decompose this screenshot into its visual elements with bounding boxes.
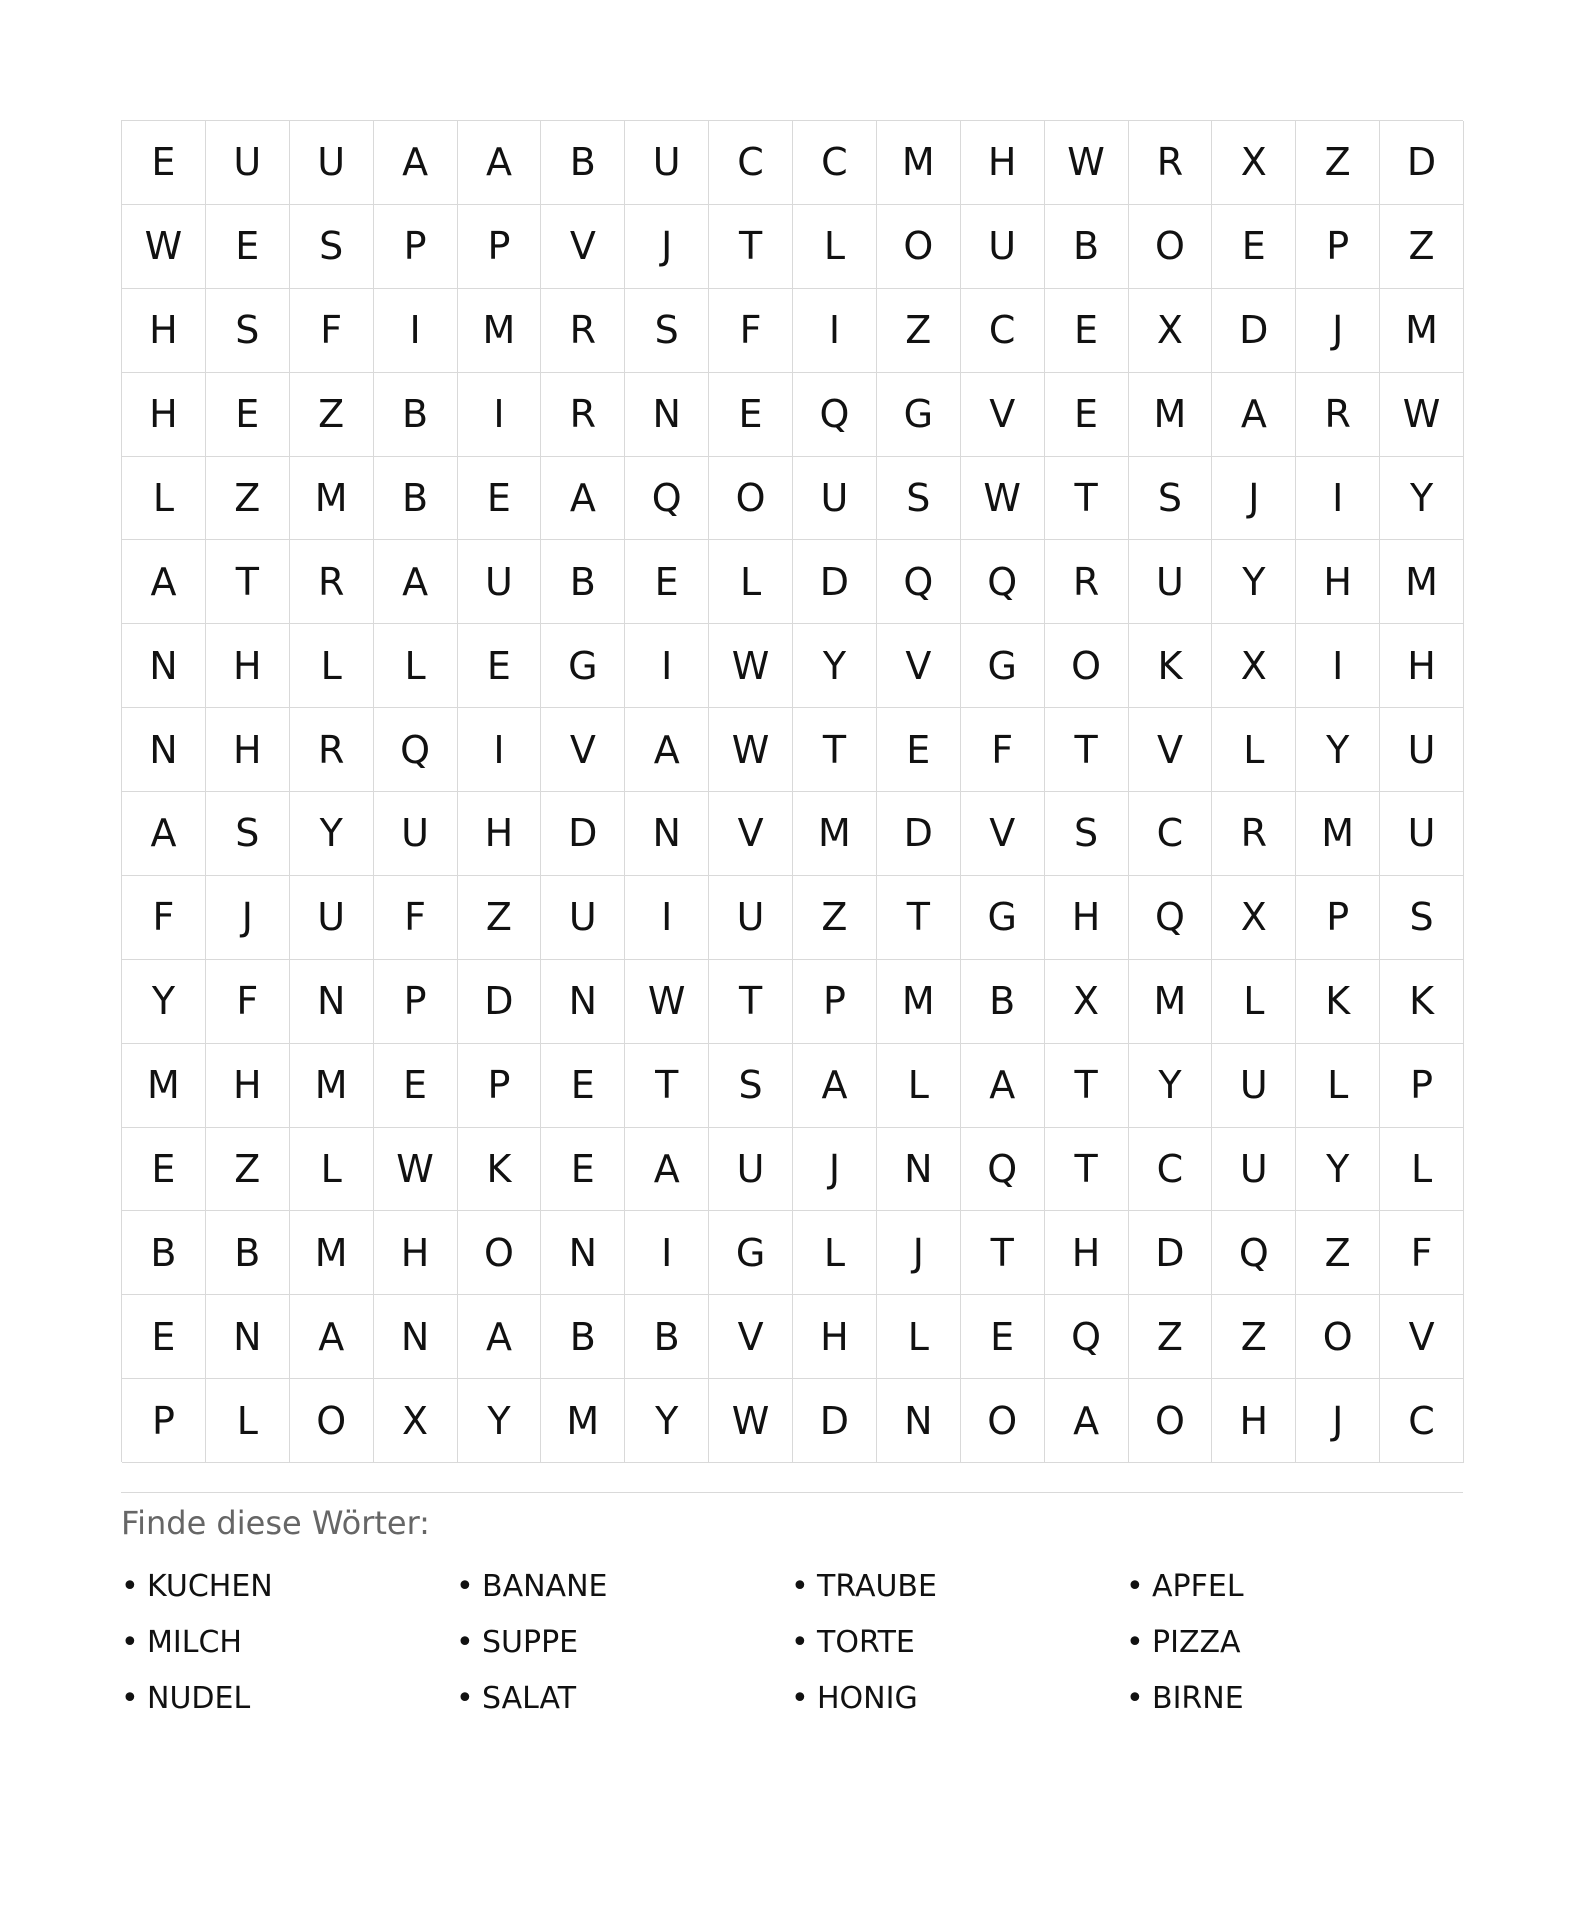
- grid-cell[interactable]: Z: [290, 373, 374, 457]
- grid-cell[interactable]: L: [290, 1128, 374, 1212]
- word-label: TORTE: [817, 1625, 915, 1660]
- grid-cell[interactable]: E: [206, 205, 290, 289]
- grid-cell[interactable]: V: [1129, 708, 1213, 792]
- grid-cell[interactable]: P: [1296, 205, 1380, 289]
- grid-cell[interactable]: Y: [1212, 540, 1296, 624]
- grid-cell[interactable]: S: [1129, 457, 1213, 541]
- grid-cell[interactable]: Z: [458, 876, 542, 960]
- grid-cell[interactable]: E: [122, 1128, 206, 1212]
- grid-cell[interactable]: K: [1296, 960, 1380, 1044]
- grid-cell[interactable]: G: [961, 876, 1045, 960]
- grid-cell[interactable]: L: [290, 624, 374, 708]
- grid-cell[interactable]: A: [1212, 373, 1296, 457]
- grid-cell[interactable]: V: [541, 708, 625, 792]
- grid-cell[interactable]: O: [961, 1379, 1045, 1463]
- instructions-label: Finde diese Wörter:: [121, 1504, 430, 1542]
- grid-cell[interactable]: N: [625, 373, 709, 457]
- grid-cell[interactable]: H: [1045, 876, 1129, 960]
- grid-cell[interactable]: A: [793, 1044, 877, 1128]
- grid-cell[interactable]: Z: [1212, 1295, 1296, 1379]
- grid-cell[interactable]: C: [709, 121, 793, 205]
- grid-cell[interactable]: Y: [122, 960, 206, 1044]
- grid-cell[interactable]: E: [541, 1128, 625, 1212]
- letter-grid: [121, 120, 1463, 1462]
- grid-cell[interactable]: N: [290, 960, 374, 1044]
- grid-cell[interactable]: O: [458, 1211, 542, 1295]
- grid-cell[interactable]: L: [1380, 1128, 1464, 1212]
- grid-cell[interactable]: A: [122, 792, 206, 876]
- grid-cell[interactable]: P: [1296, 876, 1380, 960]
- grid-cell[interactable]: H: [458, 792, 542, 876]
- grid-cell[interactable]: I: [374, 289, 458, 373]
- grid-cell[interactable]: Q: [374, 708, 458, 792]
- grid-cell[interactable]: N: [122, 708, 206, 792]
- grid-cell[interactable]: E: [458, 624, 542, 708]
- grid-cell[interactable]: R: [290, 708, 374, 792]
- grid-cell[interactable]: V: [709, 792, 793, 876]
- grid-cell[interactable]: X: [1212, 121, 1296, 205]
- grid-cell[interactable]: B: [541, 1295, 625, 1379]
- grid-cell[interactable]: A: [458, 121, 542, 205]
- grid-cell[interactable]: U: [709, 876, 793, 960]
- word-label: BANANE: [482, 1569, 608, 1604]
- word-search-puzzle: [121, 120, 1463, 1727]
- grid-cell[interactable]: U: [1380, 792, 1464, 876]
- grid-cell[interactable]: E: [122, 121, 206, 205]
- word-label: BIRNE: [1152, 1681, 1244, 1716]
- grid-cell[interactable]: C: [1129, 792, 1213, 876]
- grid-cell[interactable]: A: [625, 1128, 709, 1212]
- word-label: SALAT: [482, 1681, 577, 1716]
- grid-cell[interactable]: B: [541, 121, 625, 205]
- word-list-item: [121, 1559, 456, 1615]
- grid-cell[interactable]: Z: [206, 1128, 290, 1212]
- grid-cell[interactable]: V: [709, 1295, 793, 1379]
- grid-cell[interactable]: I: [1296, 624, 1380, 708]
- grid-cell[interactable]: F: [206, 960, 290, 1044]
- grid-cell[interactable]: S: [709, 1044, 793, 1128]
- grid-cell[interactable]: E: [541, 1044, 625, 1128]
- grid-cell[interactable]: Z: [1129, 1295, 1213, 1379]
- bullet-icon: •: [1126, 1681, 1144, 1716]
- grid-cell[interactable]: X: [1045, 960, 1129, 1044]
- grid-cell[interactable]: N: [122, 624, 206, 708]
- grid-cell[interactable]: Y: [793, 624, 877, 708]
- grid-cell[interactable]: L: [206, 1379, 290, 1463]
- grid-cell[interactable]: T: [961, 1211, 1045, 1295]
- word-label: APFEL: [1152, 1569, 1244, 1604]
- word-label: TRAUBE: [817, 1569, 937, 1604]
- grid-cell[interactable]: L: [877, 1044, 961, 1128]
- grid-cell[interactable]: Z: [1296, 121, 1380, 205]
- grid-cell[interactable]: X: [374, 1379, 458, 1463]
- grid-cell[interactable]: R: [541, 373, 625, 457]
- grid-cell[interactable]: B: [1045, 205, 1129, 289]
- grid-cell[interactable]: X: [1212, 876, 1296, 960]
- grid-cell[interactable]: I: [625, 624, 709, 708]
- grid-cell[interactable]: J: [206, 876, 290, 960]
- grid-cell[interactable]: N: [541, 960, 625, 1044]
- grid-cell[interactable]: N: [625, 792, 709, 876]
- word-list-item: [1126, 1559, 1461, 1615]
- bullet-icon: •: [456, 1625, 474, 1660]
- grid-cell[interactable]: I: [458, 708, 542, 792]
- grid-cell[interactable]: F: [374, 876, 458, 960]
- grid-cell[interactable]: T: [206, 540, 290, 624]
- grid-cell[interactable]: A: [961, 1044, 1045, 1128]
- grid-cell[interactable]: V: [961, 373, 1045, 457]
- grid-cell[interactable]: H: [1045, 1211, 1129, 1295]
- word-list-item: [1126, 1671, 1461, 1727]
- grid-cell[interactable]: W: [709, 624, 793, 708]
- grid-cell[interactable]: U: [1212, 1128, 1296, 1212]
- grid-cell[interactable]: J: [1296, 1379, 1380, 1463]
- grid-cell[interactable]: T: [625, 1044, 709, 1128]
- grid-cell[interactable]: U: [1129, 540, 1213, 624]
- word-label: PIZZA: [1152, 1625, 1241, 1660]
- grid-cell[interactable]: G: [877, 373, 961, 457]
- grid-cell[interactable]: Q: [1045, 1295, 1129, 1379]
- grid-cell[interactable]: B: [374, 373, 458, 457]
- word-label: NUDEL: [147, 1681, 251, 1716]
- grid-cell[interactable]: E: [122, 1295, 206, 1379]
- grid-cell[interactable]: T: [1045, 708, 1129, 792]
- grid-cell[interactable]: V: [877, 624, 961, 708]
- grid-cell[interactable]: E: [709, 373, 793, 457]
- grid-cell[interactable]: O: [1129, 1379, 1213, 1463]
- grid-cell[interactable]: O: [877, 205, 961, 289]
- grid-cell[interactable]: D: [793, 1379, 877, 1463]
- grid-cell[interactable]: O: [1129, 205, 1213, 289]
- grid-cell[interactable]: H: [961, 121, 1045, 205]
- grid-cell[interactable]: M: [1380, 289, 1464, 373]
- grid-cell[interactable]: Z: [877, 289, 961, 373]
- grid-cell[interactable]: U: [374, 792, 458, 876]
- grid-cell[interactable]: Y: [458, 1379, 542, 1463]
- grid-cell[interactable]: N: [877, 1379, 961, 1463]
- grid-cell[interactable]: C: [1129, 1128, 1213, 1212]
- grid-cell[interactable]: M: [122, 1044, 206, 1128]
- bullet-icon: •: [791, 1569, 809, 1604]
- grid-cell[interactable]: A: [290, 1295, 374, 1379]
- grid-cell[interactable]: J: [625, 205, 709, 289]
- grid-cell[interactable]: U: [625, 121, 709, 205]
- bullet-icon: •: [1126, 1569, 1144, 1604]
- grid-cell[interactable]: H: [374, 1211, 458, 1295]
- grid-cell[interactable]: S: [1380, 876, 1464, 960]
- grid-cell[interactable]: E: [374, 1044, 458, 1128]
- grid-cell[interactable]: Q: [625, 457, 709, 541]
- grid-cell[interactable]: Y: [1296, 1128, 1380, 1212]
- grid-cell[interactable]: E: [961, 1295, 1045, 1379]
- grid-cell[interactable]: X: [1129, 289, 1213, 373]
- grid-cell[interactable]: M: [290, 1044, 374, 1128]
- grid-cell[interactable]: L: [1212, 960, 1296, 1044]
- bullet-icon: •: [791, 1681, 809, 1716]
- grid-cell[interactable]: B: [625, 1295, 709, 1379]
- word-list-item: [791, 1615, 1126, 1671]
- grid-cell[interactable]: M: [1380, 540, 1464, 624]
- grid-cell[interactable]: A: [625, 708, 709, 792]
- grid-cell[interactable]: B: [541, 540, 625, 624]
- grid-cell[interactable]: I: [625, 1211, 709, 1295]
- grid-cell[interactable]: M: [1129, 373, 1213, 457]
- grid-cell[interactable]: L: [374, 624, 458, 708]
- grid-cell[interactable]: O: [1045, 624, 1129, 708]
- grid-cell[interactable]: S: [625, 289, 709, 373]
- grid-cell[interactable]: M: [290, 457, 374, 541]
- grid-cell[interactable]: Z: [793, 876, 877, 960]
- grid-cell[interactable]: N: [541, 1211, 625, 1295]
- grid-cell[interactable]: U: [541, 876, 625, 960]
- grid-cell[interactable]: T: [709, 960, 793, 1044]
- grid-cell[interactable]: L: [1212, 708, 1296, 792]
- grid-cell[interactable]: C: [1380, 1379, 1464, 1463]
- grid-cell[interactable]: Y: [625, 1379, 709, 1463]
- grid-cell[interactable]: F: [709, 289, 793, 373]
- grid-cell[interactable]: Y: [1129, 1044, 1213, 1128]
- word-label: KUCHEN: [147, 1569, 273, 1604]
- grid-cell[interactable]: Q: [1212, 1211, 1296, 1295]
- grid-cell[interactable]: L: [877, 1295, 961, 1379]
- grid-cell[interactable]: T: [1045, 457, 1129, 541]
- grid-cell[interactable]: Q: [793, 373, 877, 457]
- grid-cell[interactable]: H: [206, 708, 290, 792]
- grid-cell[interactable]: S: [206, 792, 290, 876]
- grid-cell[interactable]: T: [1045, 1044, 1129, 1128]
- grid-cell[interactable]: J: [1296, 289, 1380, 373]
- grid-cell[interactable]: B: [122, 1211, 206, 1295]
- grid-cell[interactable]: P: [1380, 1044, 1464, 1128]
- grid-cell[interactable]: Y: [290, 792, 374, 876]
- grid-cell[interactable]: D: [1212, 289, 1296, 373]
- word-list-item: [121, 1615, 456, 1671]
- grid-cell[interactable]: R: [290, 540, 374, 624]
- grid-cell[interactable]: E: [1045, 373, 1129, 457]
- grid-cell[interactable]: V: [961, 792, 1045, 876]
- grid-cell[interactable]: L: [793, 1211, 877, 1295]
- word-label: HONIG: [817, 1681, 918, 1716]
- grid-cell[interactable]: S: [1045, 792, 1129, 876]
- grid-cell[interactable]: U: [206, 121, 290, 205]
- grid-cell[interactable]: E: [1212, 205, 1296, 289]
- grid-cell[interactable]: C: [961, 289, 1045, 373]
- grid-cell[interactable]: M: [290, 1211, 374, 1295]
- grid-cell[interactable]: S: [290, 205, 374, 289]
- grid-cell[interactable]: V: [541, 205, 625, 289]
- grid-cell[interactable]: H: [1212, 1379, 1296, 1463]
- grid-cell[interactable]: B: [206, 1211, 290, 1295]
- word-list-item: [456, 1615, 791, 1671]
- grid-cell[interactable]: W: [961, 457, 1045, 541]
- grid-cell[interactable]: U: [1212, 1044, 1296, 1128]
- grid-cell[interactable]: N: [374, 1295, 458, 1379]
- grid-cell[interactable]: B: [374, 457, 458, 541]
- grid-cell[interactable]: S: [206, 289, 290, 373]
- grid-cell[interactable]: L: [1296, 1044, 1380, 1128]
- grid-cell[interactable]: W: [709, 1379, 793, 1463]
- grid-cell[interactable]: I: [793, 289, 877, 373]
- grid-cell[interactable]: M: [458, 289, 542, 373]
- bullet-icon: •: [456, 1569, 474, 1604]
- word-label: MILCH: [147, 1625, 242, 1660]
- grid-cell[interactable]: M: [793, 792, 877, 876]
- grid-cell[interactable]: M: [877, 121, 961, 205]
- grid-cell[interactable]: W: [625, 960, 709, 1044]
- grid-cell[interactable]: E: [877, 708, 961, 792]
- grid-cell[interactable]: A: [541, 457, 625, 541]
- word-list-item: [121, 1671, 456, 1727]
- bullet-icon: •: [121, 1681, 139, 1716]
- grid-cell[interactable]: P: [122, 1379, 206, 1463]
- grid-cell[interactable]: G: [961, 624, 1045, 708]
- bullet-icon: •: [456, 1681, 474, 1716]
- bullet-icon: •: [121, 1625, 139, 1660]
- grid-cell[interactable]: D: [541, 792, 625, 876]
- grid-cell[interactable]: P: [374, 960, 458, 1044]
- grid-cell[interactable]: O: [709, 457, 793, 541]
- grid-cell[interactable]: I: [625, 876, 709, 960]
- word-list-item: [791, 1671, 1126, 1727]
- grid-cell[interactable]: K: [1129, 624, 1213, 708]
- grid-cell[interactable]: P: [458, 1044, 542, 1128]
- grid-cell[interactable]: U: [290, 876, 374, 960]
- grid-cell[interactable]: H: [793, 1295, 877, 1379]
- grid-cell[interactable]: A: [122, 540, 206, 624]
- grid-cell[interactable]: K: [458, 1128, 542, 1212]
- grid-cell[interactable]: H: [1296, 540, 1380, 624]
- grid-cell[interactable]: Q: [877, 540, 961, 624]
- word-list: [121, 1559, 1463, 1727]
- grid-cell[interactable]: L: [122, 457, 206, 541]
- grid-cell[interactable]: U: [290, 121, 374, 205]
- word-list-item: [456, 1559, 791, 1615]
- grid-cell[interactable]: M: [877, 960, 961, 1044]
- grid-cell[interactable]: U: [709, 1128, 793, 1212]
- grid-cell[interactable]: T: [793, 708, 877, 792]
- grid-cell[interactable]: Z: [206, 457, 290, 541]
- grid-cell[interactable]: O: [290, 1379, 374, 1463]
- grid-cell[interactable]: L: [793, 205, 877, 289]
- grid-cell[interactable]: D: [877, 792, 961, 876]
- grid-cell[interactable]: R: [1045, 540, 1129, 624]
- grid-cell[interactable]: S: [877, 457, 961, 541]
- grid-cell[interactable]: D: [1380, 121, 1464, 205]
- grid-cell[interactable]: H: [122, 373, 206, 457]
- grid-cell[interactable]: V: [1380, 1295, 1464, 1379]
- grid-cell[interactable]: D: [793, 540, 877, 624]
- bullet-icon: •: [121, 1569, 139, 1604]
- grid-cell[interactable]: N: [206, 1295, 290, 1379]
- grid-cell[interactable]: G: [541, 624, 625, 708]
- grid-cell[interactable]: R: [1296, 373, 1380, 457]
- grid-cell[interactable]: Z: [1296, 1211, 1380, 1295]
- word-list-item: [791, 1559, 1126, 1615]
- grid-cell[interactable]: H: [206, 1044, 290, 1128]
- grid-cell[interactable]: M: [541, 1379, 625, 1463]
- grid-cell[interactable]: E: [458, 457, 542, 541]
- grid-cell[interactable]: B: [961, 960, 1045, 1044]
- grid-cell[interactable]: D: [1129, 1211, 1213, 1295]
- grid-cell[interactable]: E: [206, 373, 290, 457]
- bullet-icon: •: [1126, 1625, 1144, 1660]
- grid-cell[interactable]: T: [877, 876, 961, 960]
- grid-cell[interactable]: M: [1129, 960, 1213, 1044]
- grid-cell[interactable]: X: [1212, 624, 1296, 708]
- grid-cell[interactable]: P: [793, 960, 877, 1044]
- divider: [121, 1492, 1463, 1493]
- grid-cell[interactable]: P: [374, 205, 458, 289]
- grid-cell[interactable]: C: [793, 121, 877, 205]
- grid-cell[interactable]: W: [709, 708, 793, 792]
- grid-cell[interactable]: R: [541, 289, 625, 373]
- grid-cell[interactable]: N: [877, 1128, 961, 1212]
- grid-cell[interactable]: R: [1129, 121, 1213, 205]
- word-list-item: [1126, 1615, 1461, 1671]
- grid-cell[interactable]: A: [1045, 1379, 1129, 1463]
- word-list-item: [456, 1671, 791, 1727]
- grid-cell[interactable]: F: [961, 708, 1045, 792]
- grid-cell[interactable]: U: [793, 457, 877, 541]
- grid-cell[interactable]: U: [961, 205, 1045, 289]
- grid-cell[interactable]: A: [374, 121, 458, 205]
- grid-cell[interactable]: F: [1380, 1211, 1464, 1295]
- grid-cell[interactable]: A: [374, 540, 458, 624]
- grid-cell[interactable]: Y: [1296, 708, 1380, 792]
- grid-cell[interactable]: K: [1380, 960, 1464, 1044]
- grid-cell[interactable]: U: [458, 540, 542, 624]
- grid-cell[interactable]: H: [122, 289, 206, 373]
- grid-cell[interactable]: Y: [1380, 457, 1464, 541]
- grid-cell[interactable]: I: [458, 373, 542, 457]
- grid-cell[interactable]: R: [1212, 792, 1296, 876]
- grid-cell[interactable]: F: [122, 876, 206, 960]
- grid-cell[interactable]: Q: [961, 1128, 1045, 1212]
- grid-cell[interactable]: J: [793, 1128, 877, 1212]
- grid-cell[interactable]: G: [709, 1211, 793, 1295]
- grid-cell[interactable]: Q: [1129, 876, 1213, 960]
- grid-cell[interactable]: W: [1380, 373, 1464, 457]
- word-label: SUPPE: [482, 1625, 579, 1660]
- grid-cell[interactable]: D: [458, 960, 542, 1044]
- grid-cell[interactable]: Z: [1380, 205, 1464, 289]
- grid-cell[interactable]: H: [206, 624, 290, 708]
- grid-cell[interactable]: Q: [961, 540, 1045, 624]
- grid-cell[interactable]: F: [290, 289, 374, 373]
- grid-cell[interactable]: L: [709, 540, 793, 624]
- bullet-icon: •: [791, 1625, 809, 1660]
- grid-cell[interactable]: E: [625, 540, 709, 624]
- grid-cell[interactable]: E: [1045, 289, 1129, 373]
- grid-cell[interactable]: W: [1045, 121, 1129, 205]
- grid-cell[interactable]: A: [458, 1295, 542, 1379]
- grid-cell[interactable]: U: [1380, 708, 1464, 792]
- grid-cell[interactable]: M: [1296, 792, 1380, 876]
- grid-cell[interactable]: H: [1380, 624, 1464, 708]
- grid-cell[interactable]: J: [877, 1211, 961, 1295]
- grid-cell[interactable]: T: [709, 205, 793, 289]
- grid-cell[interactable]: T: [1045, 1128, 1129, 1212]
- grid-cell[interactable]: W: [374, 1128, 458, 1212]
- grid-cell[interactable]: P: [458, 205, 542, 289]
- grid-cell[interactable]: I: [1296, 457, 1380, 541]
- grid-cell[interactable]: J: [1212, 457, 1296, 541]
- grid-cell[interactable]: O: [1296, 1295, 1380, 1379]
- grid-cell[interactable]: W: [122, 205, 206, 289]
